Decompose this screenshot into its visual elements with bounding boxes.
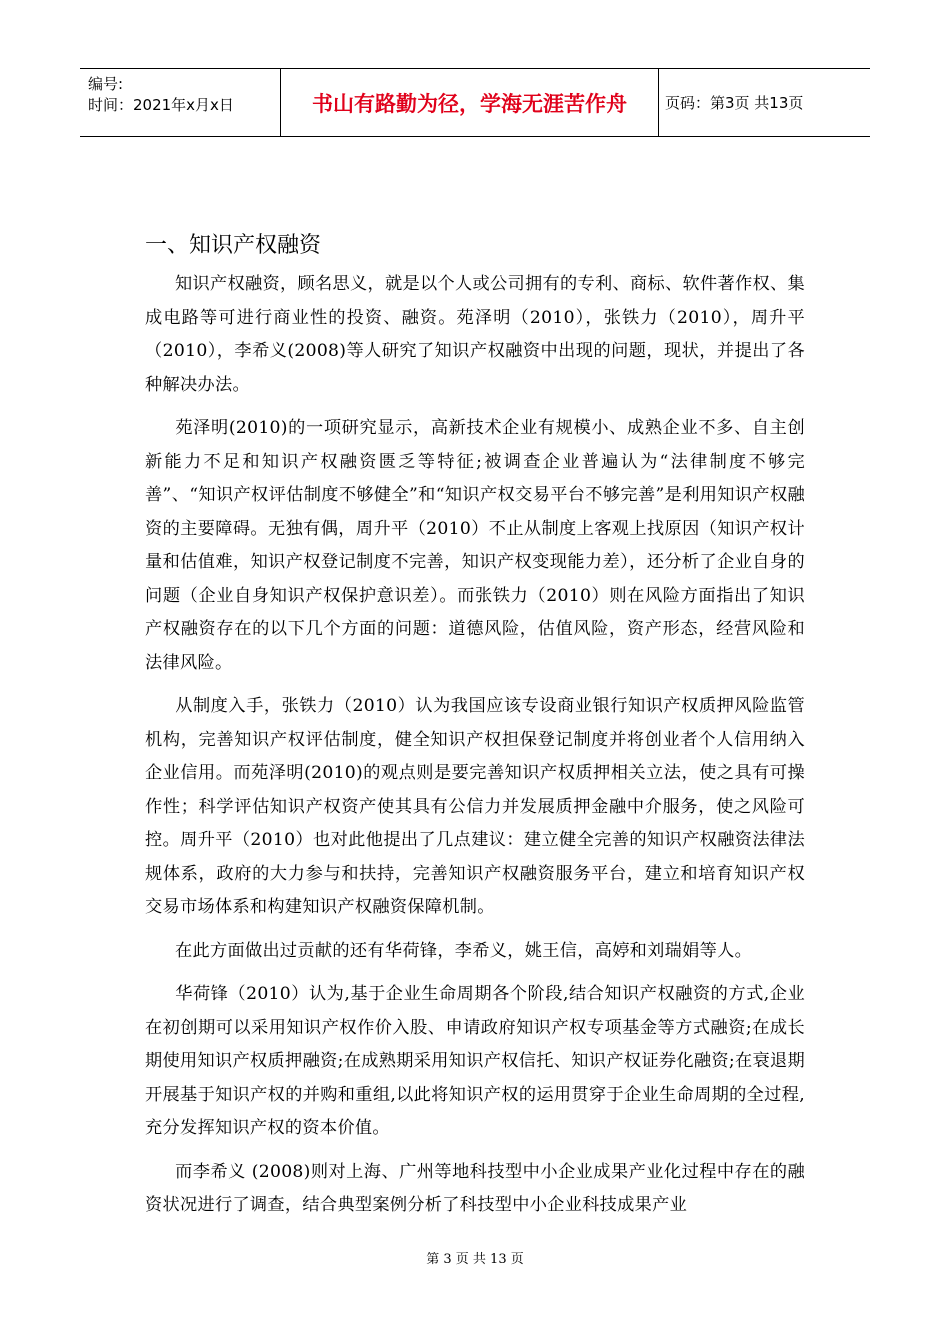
document-number-label: 编号:	[88, 75, 124, 93]
document-body	[145, 226, 805, 1233]
paragraph: 知识产权融资，顾名思义，就是以个人或公司拥有的专利、商标、软件著作权、集成电路等可进行商业性的投资、融资。苑泽明（2010），张铁力（2010），周升平（2010），李希义(2008)等人研究了知识产权融资中出现的问题，现状，并提出了各种解决办法。	[145, 274, 805, 395]
header-motto: 书山有路勤为径，学海无涯苦作舟	[281, 69, 659, 136]
paragraph: 华荷锋（2010）认为,基于企业生命周期各个阶段,结合知识产权融资的方式,企业在初创期可以采用知识产权作价入股、申请政府知识产权专项基金等方式融资;在成长期使用知识产权质押融资;在成熟期采用知识产权信托、知识产权证券化融资;在衰退期开展基于知识产权的并购和重组,以此将知识产权的运用贯穿于企业生命周期的全过程,充分发挥知识产权的资本价值。	[145, 984, 805, 1138]
page-footer: 第 3 页 共 13 页	[426, 1252, 524, 1267]
paragraph: 苑泽明(2010)的一项研究显示，高新技术企业有规模小、成熟企业不多、自主创新能力不足和知识产权融资匮乏等特征;被调查企业普遍认为“法律制度不够完善”、“知识产权评估制度不够健全”和“知识产权交易平台不够完善”是利用知识产权融资的主要障碍。无独有偶，周升平（2010）不止从制度上客观上找原因（知识产权计量和估值难，知识产权登记制度不完善，知识产权变现能力差），还分析了企业自身的问题（企业自身知识产权保护意识差）。而张铁力（2010）则在风险方面指出了知识产权融资存在的以下几个方面的问题：道德风险，估值风险，资产形态，经营风险和法律风险。	[145, 418, 805, 673]
header-meta-cell	[80, 69, 281, 136]
paragraph: 而李希义 (2008)则对上海、广州等地科技型中小企业成果产业化过程中存在的融资状况进行了调查，结合典型案例分析了科技型中小企业科技成果产业	[145, 1161, 805, 1215]
page-header	[80, 68, 870, 137]
header-page-info-cell	[659, 69, 870, 136]
paragraph: 在此方面做出过贡献的还有华荷锋，李希义，姚王信，高婷和刘瑞娟等人。	[175, 940, 753, 961]
document-date: 时间：2021年x月x日	[88, 96, 234, 114]
header-page-info: 页码：第3页 共13页	[665, 94, 804, 112]
section-heading: 一、知识产权融资	[145, 233, 322, 258]
paragraph: 从制度入手，张铁力（2010）认为我国应该专设商业银行知识产权质押风险监管机构，完善知识产权评估制度，健全知识产权担保登记制度并将创业者个人信用纳入企业信用。而苑泽明(2010)的观点则是要完善知识产权质押相关立法，使之具有可操作性；科学评估知识产权资产使其具有公信力并发展质押金融中介服务，使之风险可控。周升平（2010）也对此他提出了几点建议：建立健全完善的知识产权融资法律法规体系，政府的大力参与和扶持，完善知识产权融资服务平台，建立和培育知识产权交易市场体系和构建知识产权融资保障机制。	[145, 696, 805, 917]
